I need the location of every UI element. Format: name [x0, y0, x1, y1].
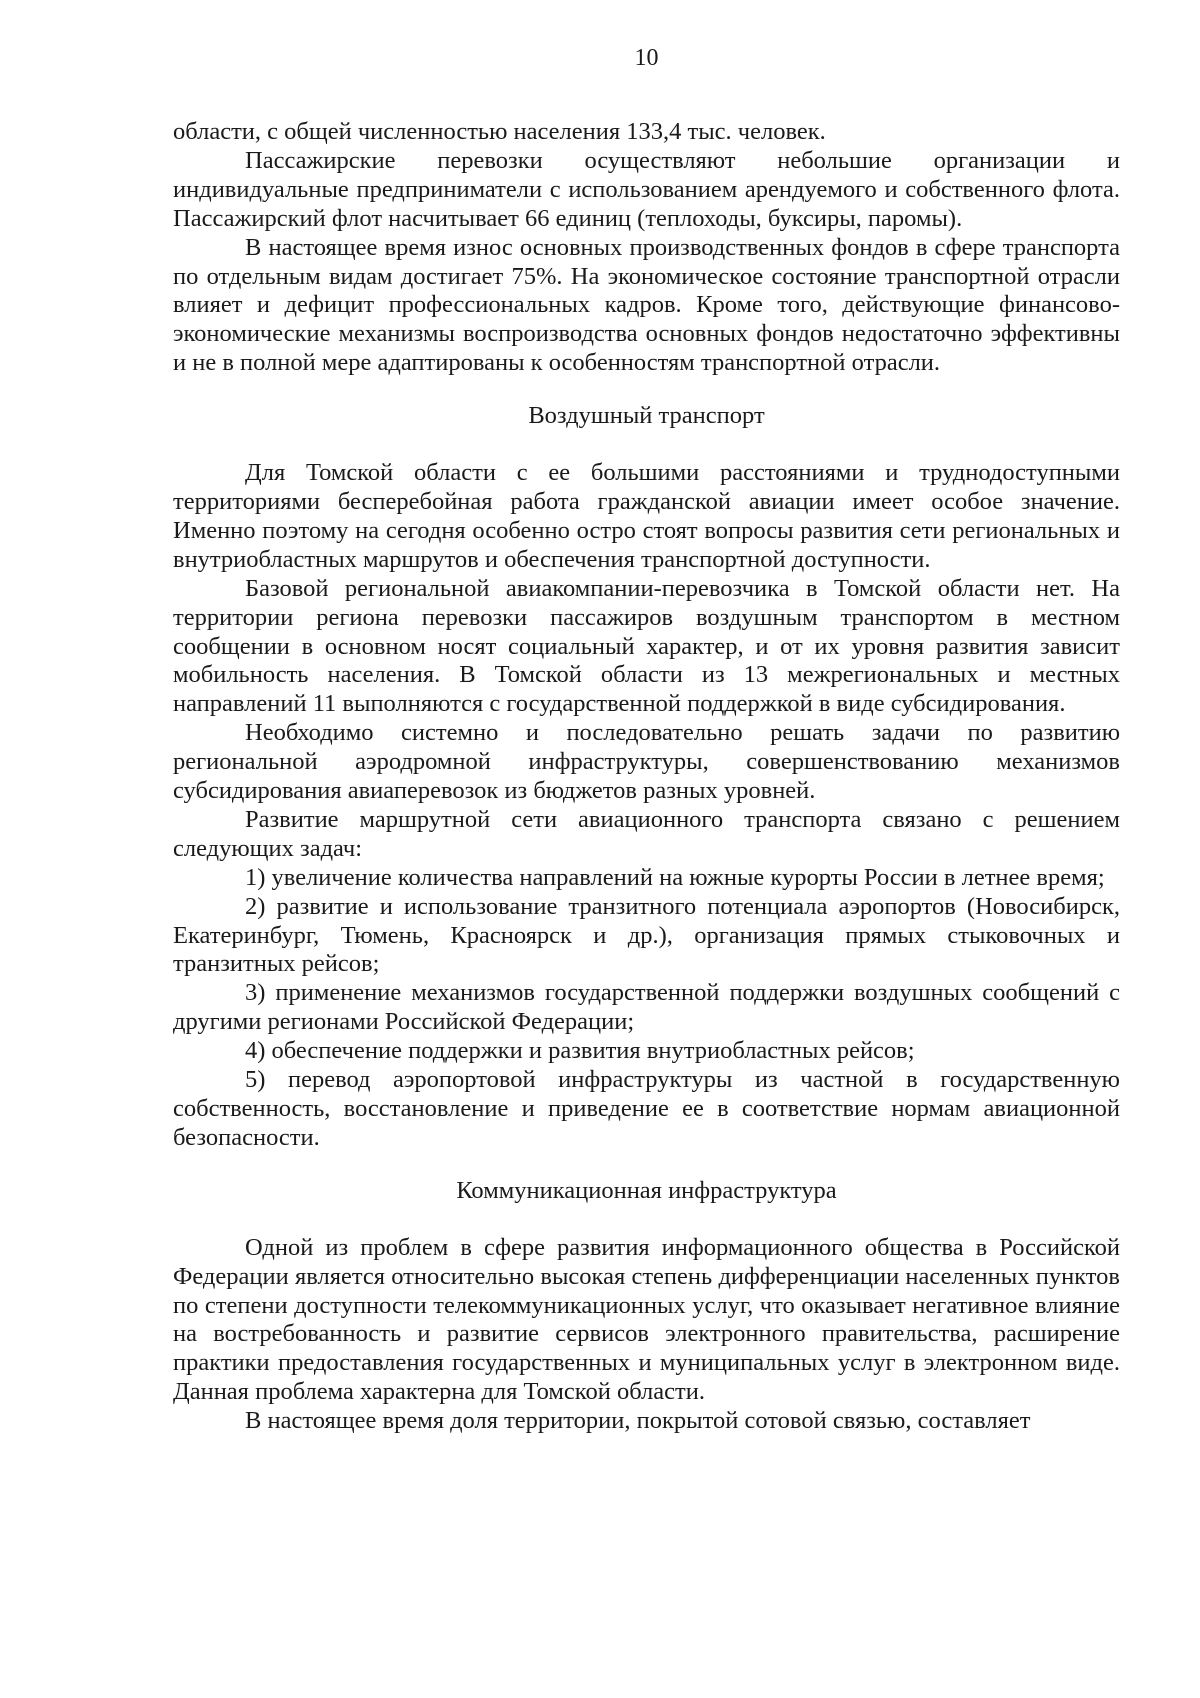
section-heading-communication-infrastructure: Коммуникационная инфраструктура: [456, 1176, 837, 1204]
air-paragraph-importance: Для Томской области с ее большими расстояниями и труднодоступными территориями бесперебойная работа гражданской авиации имеет особое значение. Именно поэтому на сегодня особенно остро стоят вопросы развития сети региональных и внутриобластных маршрутов и обеспечения транспортной доступности.: [173, 459, 1120, 573]
air-paragraph-tasks-intro: Развитие маршрутной сети авиационного транспорта связано с решением следующих задач:: [173, 805, 1120, 862]
air-task-item-3: 3) применение механизмов государственной поддержки воздушных сообщений с другими регионами Российской Федерации;: [173, 979, 1120, 1036]
air-task-item-5: 5) перевод аэропортовой инфраструктуры из частной в государственную собственность, восстановление и приведение ее в соответствие нормам авиационной безопасности.: [173, 1066, 1120, 1151]
document-body: [173, 118, 1120, 1436]
air-task-item-1: 1) увеличение количества направлений на южные курорты России в летнее время;: [245, 863, 1105, 891]
comm-paragraph-cellular-coverage: В настоящее время доля территории, покрытой сотовой связью, составляет: [245, 1407, 1031, 1435]
intro-paragraph-continuation: области, с общей численностью населения 133,4 тыс. человек.: [173, 118, 826, 145]
air-task-item-4: 4) обеспечение поддержки и развития внутриобластных рейсов;: [245, 1037, 915, 1065]
section-heading-air-transport: Воздушный транспорт: [528, 402, 765, 430]
intro-paragraph-asset-wear: В настоящее время износ основных производственных фондов в сфере транспорта по отдельным видам достигает 75%. На экономическое состояние транспортной отрасли влияет и дефицит профессиональных кадров. Кроме того, действующие финансово-экономические механизмы воспроизводства основных фондов недостаточно эффективны и не в полной мере адаптированы к особенностям транспортной отрасли.: [173, 233, 1120, 377]
intro-paragraph-passenger-transport: Пассажирские перевозки осуществляют небольшие организации и индивидуальные предприниматели с использованием арендуемого и собственного флота. Пассажирский флот насчитывает 66 единиц (теплоходы, буксиры, паромы).: [173, 146, 1120, 232]
air-paragraph-no-base-carrier: Базовой региональной авиакомпании-перевозчика в Томской области нет. На территории региона перевозки пассажиров воздушным транспортом в местном сообщении в основном носят социальный характер, и от их уровня развития зависит мобильность населения. В Томской области из 13 межрегиональных и местных направлений 11 выполняются с государственной поддержкой в виде субсидирования.: [173, 574, 1120, 718]
comm-paragraph-digital-divide: Одной из проблем в сфере развития информационного общества в Российской Федерации является относительно высокая степень дифференциации населенных пунктов по степени доступности телекоммуникационных услуг, что оказывает негативное влияние на востребованность и развитие сервисов электронного правительства, расширение практики предоставления государственных и муниципальных услуг в электронном виде. Данная проблема характерна для Томской области.: [173, 1233, 1120, 1406]
page-number: 10: [634, 45, 659, 71]
air-paragraph-infrastructure: Необходимо системно и последовательно решать задачи по развитию региональной аэродромной инфраструктуры, совершенствованию механизмов субсидирования авиаперевозок из бюджетов разных уровней.: [173, 719, 1120, 805]
air-task-item-2: 2) развитие и использование транзитного потенциала аэропортов (Новосибирск, Екатеринбург, Тюмень, Красноярск и др.), организация прямых стыковочных и транзитных рейсов;: [173, 892, 1120, 978]
